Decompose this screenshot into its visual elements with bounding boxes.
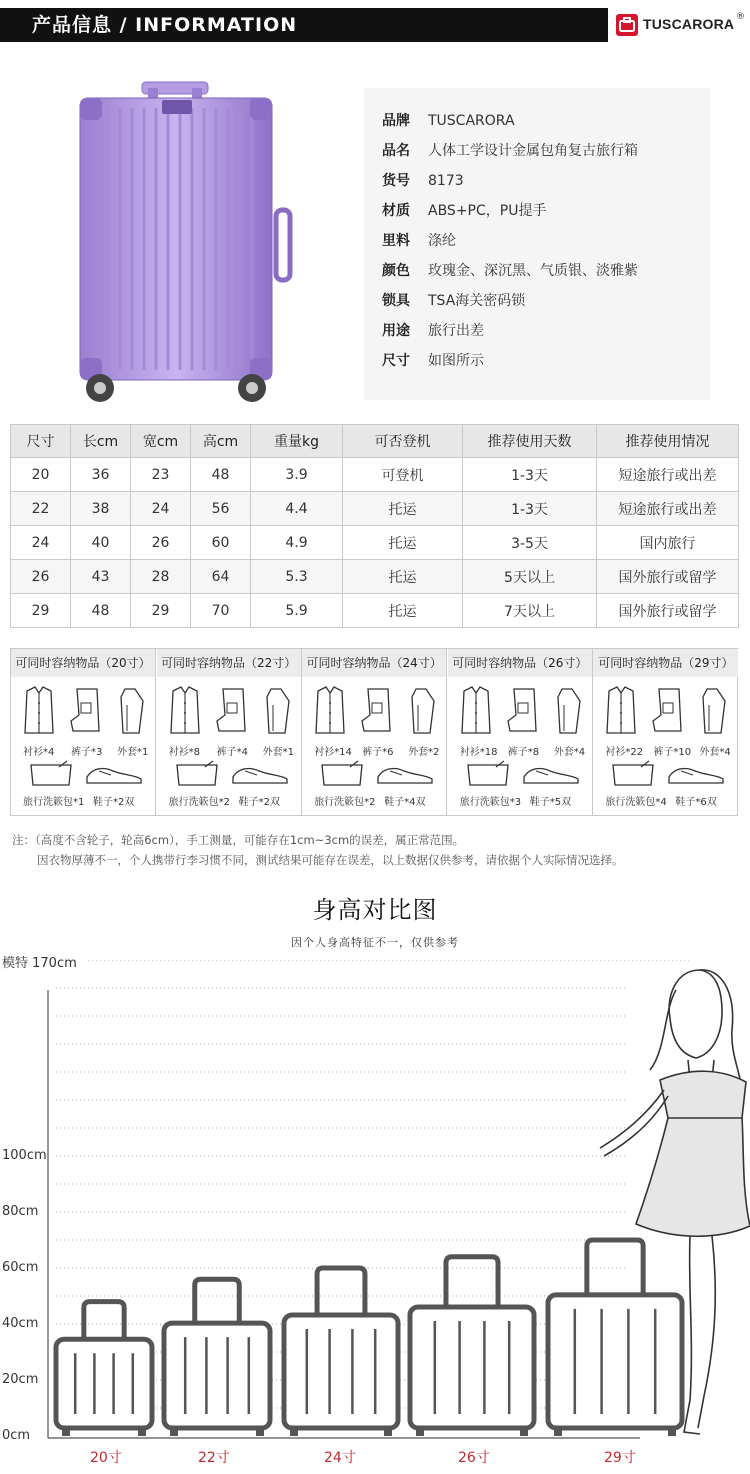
capacity-shirt-label: 衬衫*22 bbox=[605, 747, 644, 758]
shirt-icon bbox=[167, 685, 203, 737]
suitcase-bar bbox=[164, 1279, 270, 1436]
x-tick-label: 22寸 bbox=[198, 1450, 230, 1466]
coat-icon bbox=[554, 685, 584, 737]
table-header: 尺寸 bbox=[11, 425, 71, 458]
capacity-coat-label: 外套*1 bbox=[117, 747, 149, 758]
shirt-icon bbox=[603, 685, 639, 737]
capacity-title: 可同时容纳物品（29寸） bbox=[593, 649, 738, 677]
pants-icon bbox=[67, 685, 103, 737]
x-tick-label: 20寸 bbox=[90, 1450, 122, 1466]
brand-mark-icon bbox=[616, 14, 638, 36]
capacity-pants-label: 裤子*10 bbox=[653, 747, 692, 758]
toiletry-bag-icon bbox=[29, 759, 73, 789]
y-tick-label: 20cm bbox=[2, 1372, 39, 1387]
shirt-icon bbox=[458, 685, 494, 737]
shirt-icon bbox=[312, 685, 348, 737]
suitcase-bar bbox=[56, 1302, 152, 1436]
capacity-column bbox=[157, 649, 302, 815]
table-header-row bbox=[11, 425, 739, 458]
suitcase-bars bbox=[56, 1240, 682, 1436]
capacity-coat-label: 外套*4 bbox=[699, 747, 731, 758]
capacity-column bbox=[11, 649, 156, 815]
capacity-shoes-label: 鞋子*5双 bbox=[529, 797, 572, 808]
pants-icon bbox=[213, 685, 249, 737]
table-header: 可否登机 bbox=[343, 425, 463, 458]
suitcase-bar bbox=[410, 1257, 534, 1436]
capacity-shoes-label: 鞋子*2双 bbox=[93, 797, 135, 808]
x-tick-label: 29寸 bbox=[604, 1450, 636, 1466]
capacity-bag-label: 旅行洗簌包*3 bbox=[459, 797, 522, 808]
coat-icon bbox=[263, 685, 293, 737]
x-tick-label: 24寸 bbox=[324, 1450, 356, 1466]
note-line-2: 因衣物厚薄不一，个人携带行李习惯不同，测试结果可能存在误差，以上数据仅供参考，请依据个人实际情况选择。 bbox=[37, 853, 624, 867]
size-table bbox=[10, 424, 739, 628]
y-tick-label: 40cm bbox=[2, 1316, 39, 1331]
coat-icon bbox=[699, 685, 729, 737]
table-header: 推荐使用情况 bbox=[597, 425, 739, 458]
table-header: 重量kg bbox=[251, 425, 343, 458]
page-title: 产品信息 / INFORMATION bbox=[32, 14, 298, 36]
comparison-title: 身高对比图 bbox=[312, 896, 438, 924]
shoes-icon bbox=[667, 763, 725, 787]
capacity-coat-label: 外套*2 bbox=[408, 747, 440, 758]
note-line-1: 注：（高度不含轮子，轮高6cm），手工测量，可能存在1cm~3cm的误差，属正常范围。 bbox=[12, 833, 465, 847]
shoes-icon bbox=[522, 763, 580, 787]
capacity-shirt-label: 衬衫*8 bbox=[168, 747, 200, 758]
capacity-shirt-label: 衬衫*14 bbox=[314, 747, 352, 758]
brand-logo bbox=[616, 14, 746, 38]
table-header: 高cm bbox=[191, 425, 251, 458]
table-row: 26 43 28 64 5.3 托运 5天以上 国外旅行或留学 bbox=[11, 560, 739, 594]
table-header: 宽cm bbox=[131, 425, 191, 458]
capacity-bag-label: 旅行洗簌包*2 bbox=[314, 797, 376, 808]
shirt-icon bbox=[21, 685, 57, 737]
capacity-coat-label: 外套*1 bbox=[262, 747, 294, 758]
header-bar bbox=[0, 8, 608, 42]
pants-icon bbox=[504, 685, 540, 737]
table-row: 20 36 23 48 3.9 可登机 1-3天 短途旅行或出差 bbox=[11, 458, 739, 492]
capacity-pants-label: 裤子*6 bbox=[362, 747, 394, 758]
capacity-title: 可同时容纳物品（24寸） bbox=[302, 649, 446, 677]
toiletry-bag-icon bbox=[320, 759, 364, 789]
capacity-bag-label: 旅行洗簌包*1 bbox=[23, 797, 85, 808]
pants-icon bbox=[358, 685, 394, 737]
x-tick-label: 26寸 bbox=[458, 1450, 490, 1466]
coat-icon bbox=[408, 685, 438, 737]
capacity-bag-label: 旅行洗簌包*4 bbox=[605, 797, 667, 808]
comparison-subtitle: 因个人身高特征不一，仅供参考 bbox=[291, 936, 459, 949]
capacity-coat-label: 外套*4 bbox=[553, 747, 586, 758]
capacity-column bbox=[593, 649, 738, 815]
capacity-shoes-label: 鞋子*4双 bbox=[384, 797, 426, 808]
table-row: 24 40 26 60 4.9 托运 3-5天 国内旅行 bbox=[11, 526, 739, 560]
brand-name: TUSCARORA bbox=[643, 16, 735, 32]
table-row: 29 48 29 70 5.9 托运 7天以上 国外旅行或留学 bbox=[11, 594, 739, 628]
height-comparison-chart bbox=[0, 960, 750, 1474]
suitcase-photo bbox=[62, 78, 294, 408]
pants-icon bbox=[649, 685, 685, 737]
model-height-label: 模特 170cm bbox=[2, 956, 77, 971]
toiletry-bag-icon bbox=[611, 759, 655, 789]
capacity-shoes-label: 鞋子*6双 bbox=[675, 797, 717, 808]
capacity-pants-label: 裤子*3 bbox=[71, 747, 103, 758]
table-row: 22 38 24 56 4.4 托运 1-3天 短途旅行或出差 bbox=[11, 492, 739, 526]
capacity-column bbox=[448, 649, 593, 815]
shoes-icon bbox=[231, 763, 289, 787]
capacity-pants-label: 裤子*8 bbox=[507, 747, 540, 758]
shoes-icon bbox=[376, 763, 434, 787]
suitcase-bar bbox=[548, 1240, 682, 1436]
product-info-panel: 品牌 TUSCARORA 品名 人体工学设计金属包角复古旅行箱 货号 8173 材质 ABS+PC，PU提手 里料 涤纶 颜色 玫瑰金、深沉黑、气质银、淡雅紫 锁具 TSA海关密码锁 用途 旅行出差 尺寸 如图所示 bbox=[364, 88, 710, 400]
capacity-grid bbox=[10, 648, 738, 816]
capacity-pants-label: 裤子*4 bbox=[216, 747, 248, 758]
capacity-shoes-label: 鞋子*2双 bbox=[238, 797, 280, 808]
capacity-title: 可同时容纳物品（22寸） bbox=[157, 649, 301, 677]
capacity-bag-label: 旅行洗簌包*2 bbox=[168, 797, 230, 808]
y-tick-label: 60cm bbox=[2, 1260, 39, 1275]
shoes-icon bbox=[85, 763, 143, 787]
y-tick-label: 100cm bbox=[2, 1148, 47, 1163]
table-header: 长cm bbox=[71, 425, 131, 458]
capacity-shirt-label: 衬衫*4 bbox=[23, 747, 55, 758]
y-tick-label: 0cm bbox=[2, 1428, 31, 1443]
capacity-shirt-label: 衬衫*18 bbox=[459, 747, 498, 758]
y-tick-label: 80cm bbox=[2, 1204, 39, 1219]
capacity-title: 可同时容纳物品（26寸） bbox=[448, 649, 592, 677]
toiletry-bag-icon bbox=[175, 759, 219, 789]
capacity-column bbox=[302, 649, 447, 815]
coat-icon bbox=[117, 685, 147, 737]
header bbox=[0, 8, 750, 42]
toiletry-bag-icon bbox=[466, 759, 510, 789]
capacity-title: 可同时容纳物品（20寸） bbox=[11, 649, 155, 677]
brand-registered-mark: ® bbox=[736, 12, 745, 22]
suitcase-bar bbox=[284, 1268, 398, 1436]
table-header: 推荐使用天数 bbox=[463, 425, 597, 458]
